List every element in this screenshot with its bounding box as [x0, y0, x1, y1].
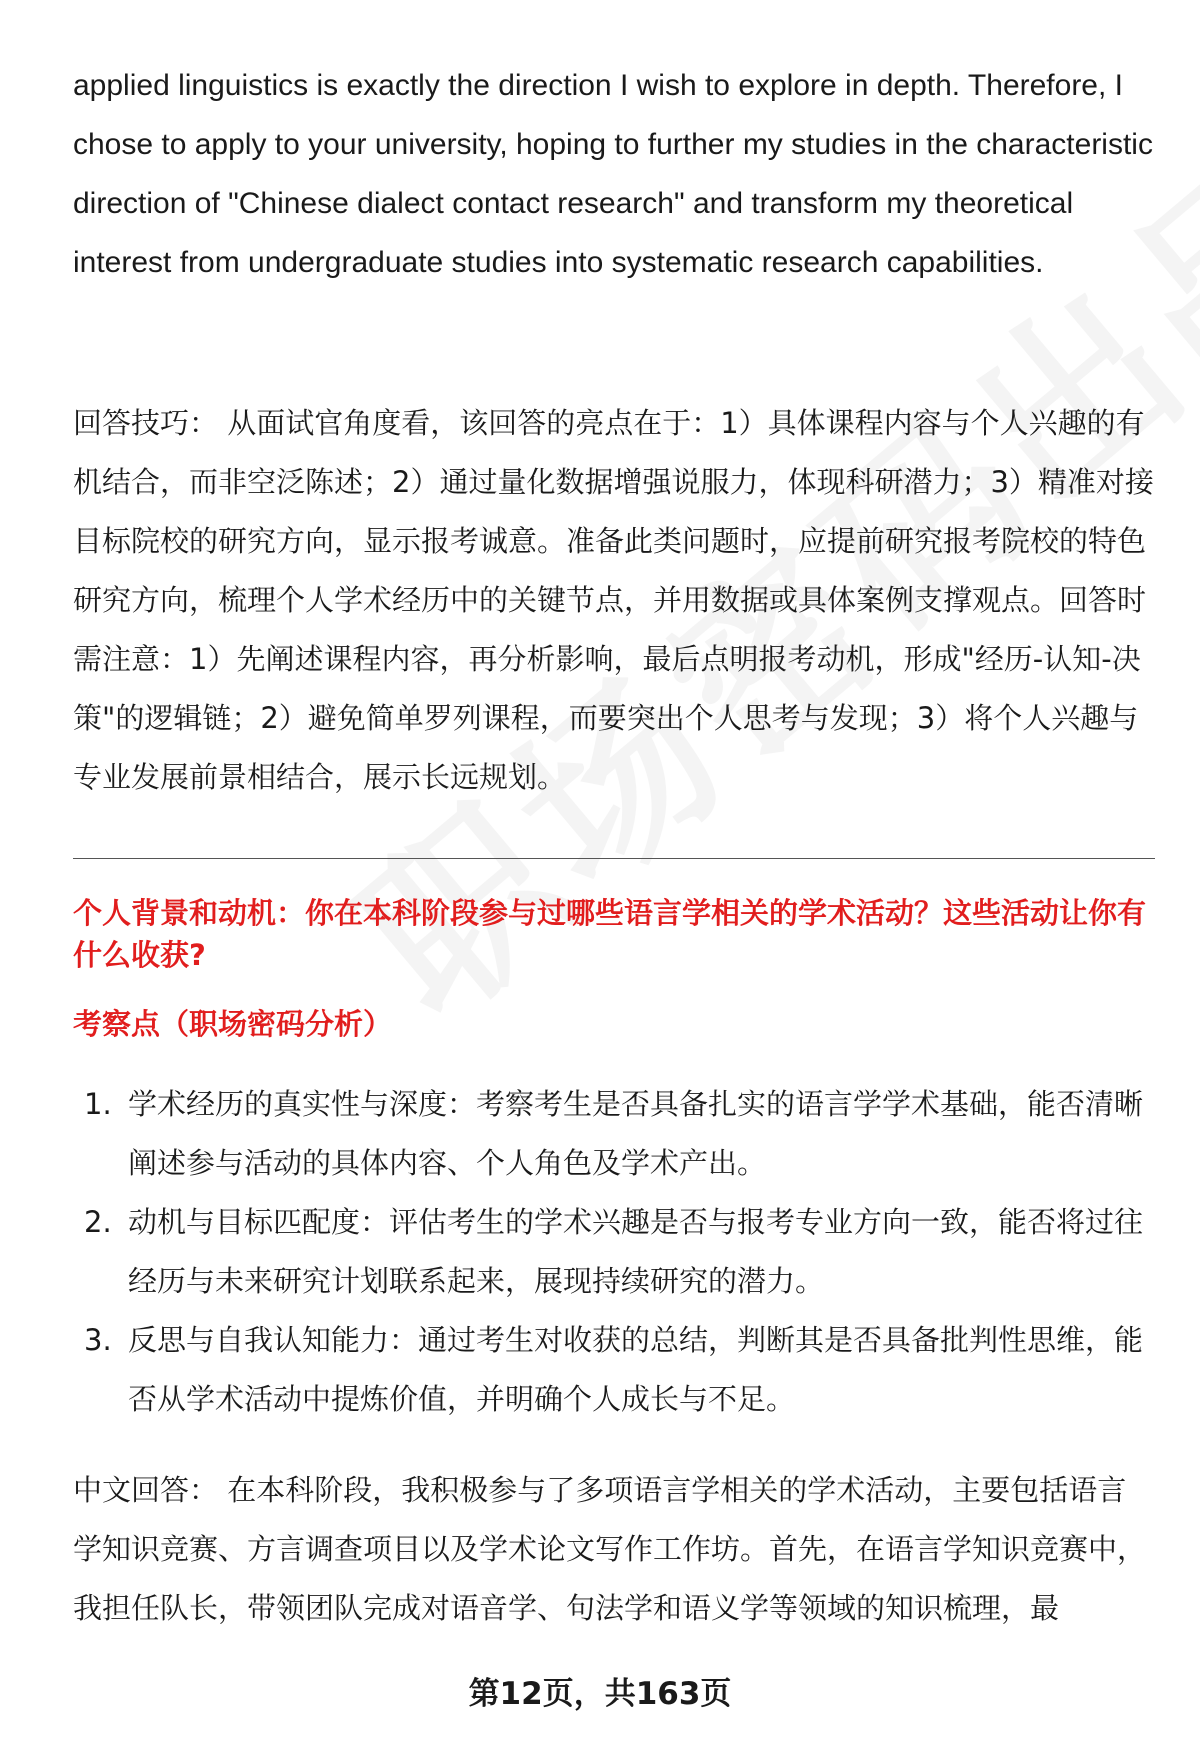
intro-english-paragraph: applied linguistics is exactly the direction I wish to explore in depth. Therefore, I chose to apply to your university, hoping to further my studies in the characteristic direction of "Chinese dialect contact research" and transform my theoretical interest from undergraduate studies into systematic research capabilities. [73, 69, 1153, 279]
list-item-text: 反思与自我认知能力：通过考生对收获的总结，判断其是否具备批判性思维，能否从学术活动中提炼价值，并明确个人成长与不足。 [128, 1323, 1144, 1416]
list-number: 2. [84, 1205, 112, 1239]
list-item [73, 1193, 1155, 1311]
list-item-text: 动机与目标匹配度：评估考生的学术兴趣是否与报考专业方向一致，能否将过往经历与未来研究计划联系起来，展现持续研究的潜力。 [128, 1205, 1144, 1298]
section-divider [73, 858, 1155, 859]
list-number: 1. [84, 1087, 112, 1121]
list-item [73, 1075, 1155, 1193]
question-heading: 个人背景和动机：你在本科阶段参与过哪些语言学相关的学术活动？这些活动让你有什么收获? [73, 896, 1147, 972]
chinese-answer-paragraph: 中文回答： 在本科阶段，我积极参与了多项语言学相关的学术活动，主要包括语言学知识竞赛、方言调查项目以及学术论文写作工作坊。首先，在语言学知识竞赛中，我担任队长，带领团队完成对语音学、句法学和语义学等领域的知识梳理，最 [73, 1473, 1147, 1625]
list-number: 3. [84, 1323, 112, 1357]
assessment-points-title: 考察点（职场密码分析） [73, 1007, 393, 1041]
list-item [73, 1311, 1155, 1429]
assessment-points-list [73, 1075, 1155, 1429]
answer-tips-paragraph: 回答技巧： 从面试官角度看，该回答的亮点在于：1）具体课程内容与个人兴趣的有机结合，而非空泛陈述；2）通过量化数据增强说服力，体现科研潜力；3）精准对接目标院校的研究方向，显示报考诚意。准备此类问题时，应提前研究报考院校的特色研究方向，梳理个人学术经历中的关键节点，并用数据或具体案例支撑观点。回答时需注意：1）先阐述课程内容，再分析影响，最后点明报考动机，形成"经历-认知-决策"的逻辑链；2）避免简单罗列课程，而要突出个人思考与发现；3）将个人兴趣与专业发展前景相结合，展示长远规划。 [73, 406, 1154, 794]
list-item-text: 学术经历的真实性与深度：考察考生是否具备扎实的语言学学术基础，能否清晰阐述参与活动的具体内容、个人角色及学术产出。 [128, 1087, 1144, 1180]
page-footer: 第12页，共163页 [468, 1676, 732, 1712]
